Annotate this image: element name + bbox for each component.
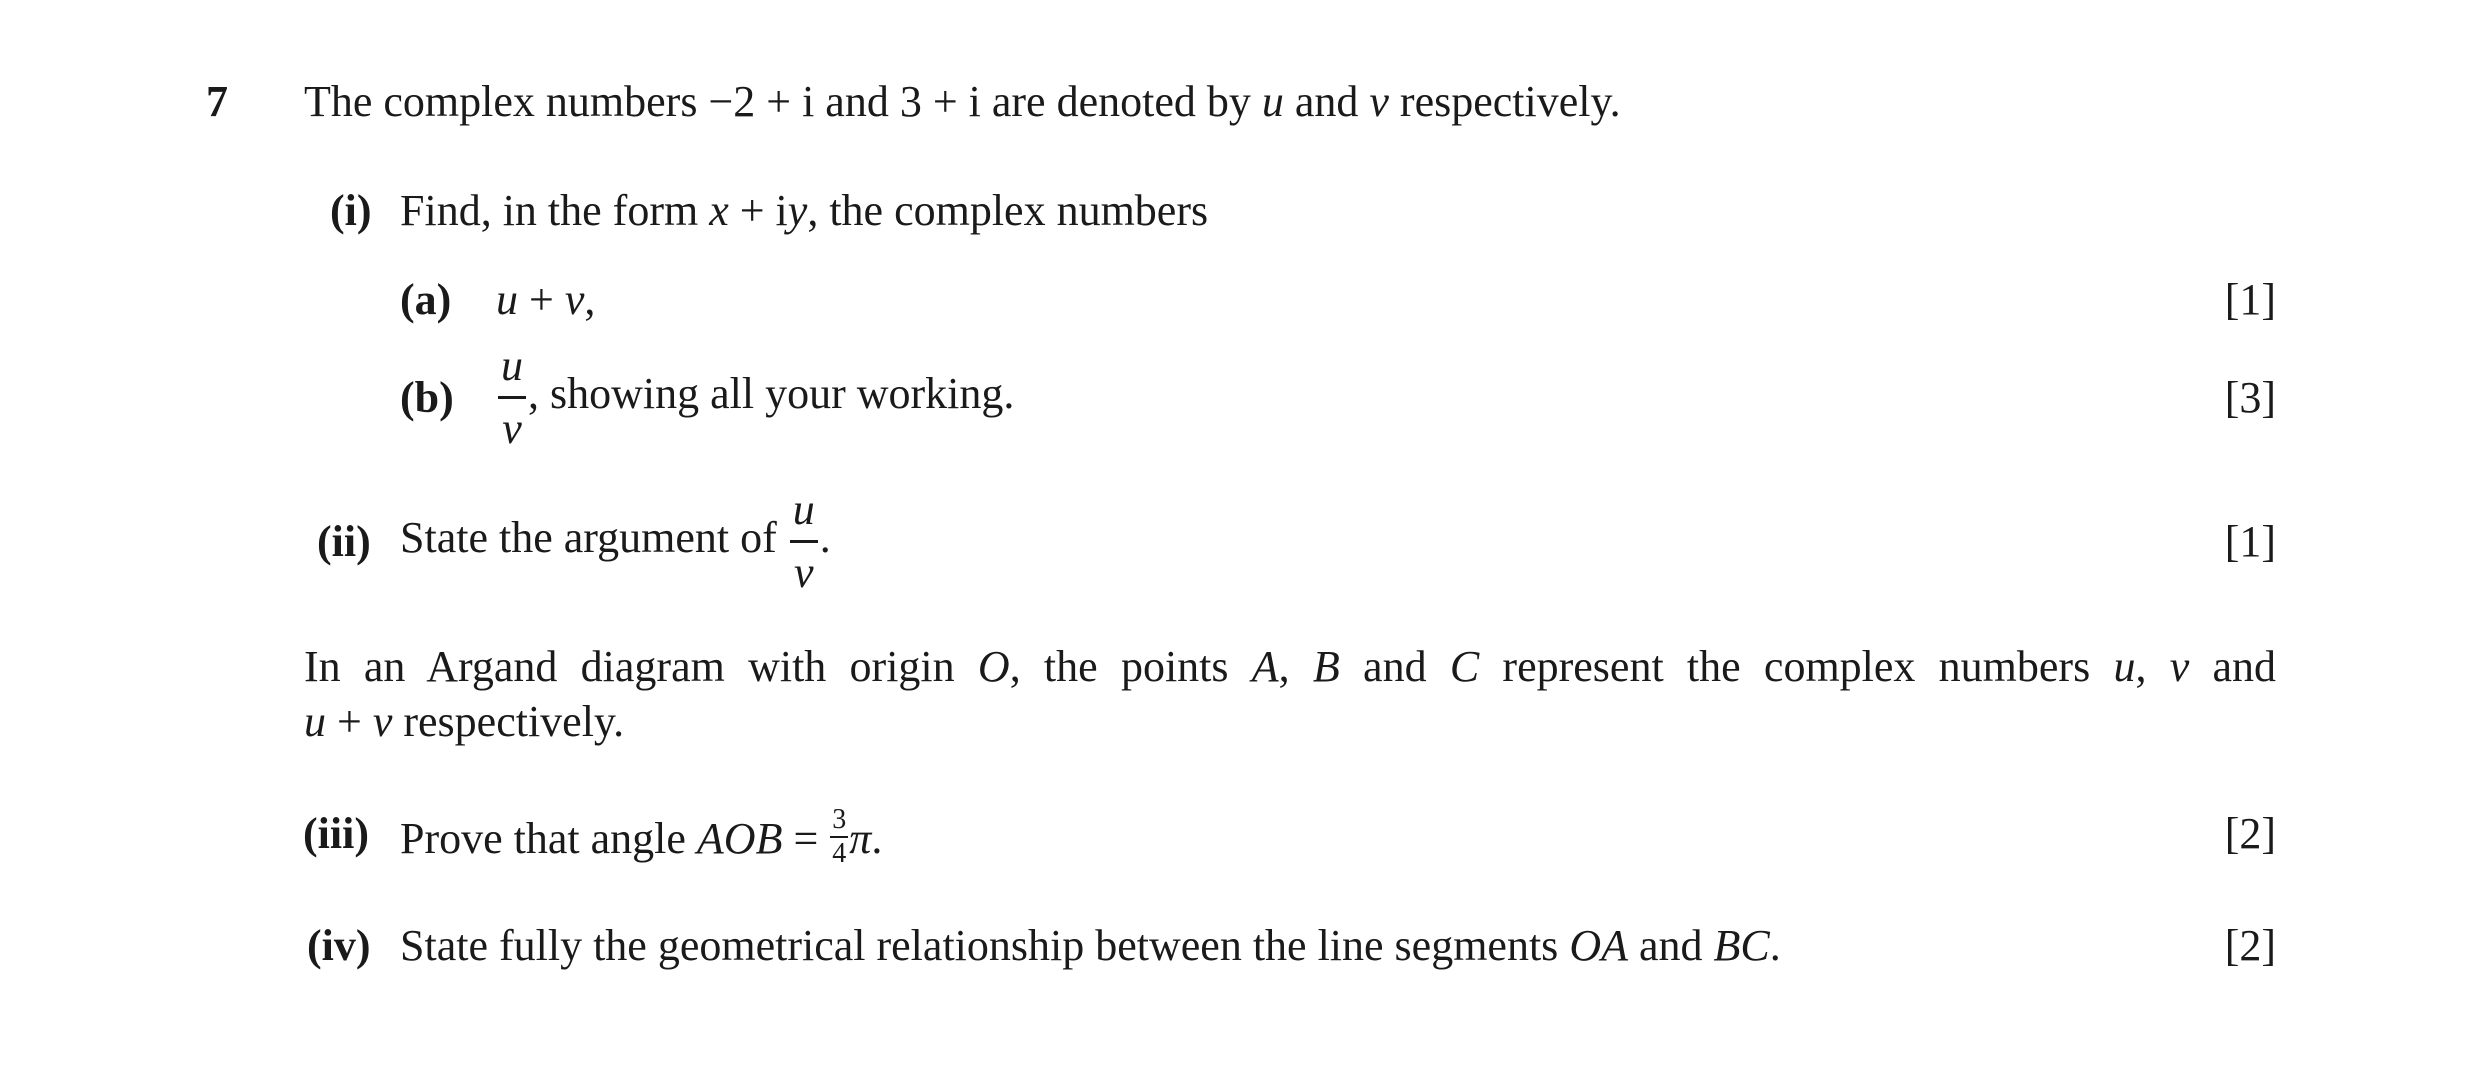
part-ii-text xyxy=(400,485,831,599)
part-iii-denominator: 4 xyxy=(832,838,847,869)
part-iv-label: (iv) xyxy=(307,921,371,970)
part-ib-numerator: u xyxy=(498,344,526,399)
argand-line2-var-u: u xyxy=(304,697,326,746)
part-i-text-3: , the complex numbers xyxy=(807,186,1209,235)
part-iii-var-AOB: AOB xyxy=(696,814,783,864)
stem-text-2: and xyxy=(1283,77,1370,126)
part-iii-text xyxy=(400,804,883,874)
argand-var-C: C xyxy=(1449,642,1480,691)
part-i-text xyxy=(400,186,1209,235)
argand-var-A: A xyxy=(1251,642,1279,691)
part-ib-expression xyxy=(496,341,1015,455)
question-stem xyxy=(304,77,1621,126)
part-ia-marks: [1] xyxy=(2224,275,2276,324)
part-iv-text-1: State fully the geometrical relationship between the line segments xyxy=(400,921,1570,970)
part-ib-fraction xyxy=(498,341,526,453)
argand-var-B: B xyxy=(1312,642,1340,691)
stem-text-1: The complex numbers −2 + i and 3 + i are denoted by xyxy=(304,77,1262,126)
part-ia-comma: , xyxy=(584,275,596,324)
part-ia-expression xyxy=(496,275,596,324)
part-iii-label: (iii) xyxy=(303,809,369,858)
part-i-var-y: y xyxy=(787,186,808,235)
part-iii-pi: π xyxy=(849,814,872,864)
part-ia-var-v: v xyxy=(564,275,585,324)
argand-line-1 xyxy=(304,642,2277,691)
part-ia-var-u: u xyxy=(496,275,518,324)
part-ii-text-1: State the argument of xyxy=(400,512,788,562)
part-ii-denominator: v xyxy=(793,548,814,597)
part-i-text-2: + i xyxy=(728,186,788,235)
argand-text-3: , xyxy=(1278,642,1313,691)
part-ib-marks: [3] xyxy=(2224,373,2276,422)
part-iii-eq: = xyxy=(782,814,830,864)
part-ia-plus: + xyxy=(518,275,565,324)
part-iv-text-2: and xyxy=(1627,921,1714,970)
part-ii-text-2: . xyxy=(819,512,831,562)
part-ia-label: (a) xyxy=(400,275,452,324)
part-ib-label: (b) xyxy=(400,373,454,422)
part-i-text-1: Find, in the form xyxy=(400,186,710,235)
part-ib-denominator: v xyxy=(502,404,522,453)
argand-text-1: In an Argand diagram with origin xyxy=(304,642,978,691)
part-ii-fraction xyxy=(790,485,818,597)
stem-var-v: v xyxy=(1369,77,1389,126)
part-ii-numerator: u xyxy=(790,488,818,543)
part-iv-text-3: . xyxy=(1769,921,1781,970)
argand-line2-var-v: v xyxy=(372,697,393,746)
part-iii-numerator: 3 xyxy=(830,806,848,838)
argand-var-O: O xyxy=(977,642,1010,691)
argand-text-5: represent the complex numbers xyxy=(1479,642,2114,691)
question-number: 7 xyxy=(206,77,228,126)
stem-var-u: u xyxy=(1261,77,1284,126)
part-iii-text-2: . xyxy=(871,814,883,864)
part-iii-text-1: Prove that angle xyxy=(400,814,697,864)
part-i-label: (i) xyxy=(330,186,372,235)
argand-text-4: and xyxy=(1339,642,1450,691)
argand-line2-text: respectively. xyxy=(392,697,625,746)
argand-var-u: u xyxy=(2113,642,2136,691)
part-iii-fraction xyxy=(830,806,848,868)
part-ib-text: , showing all your working. xyxy=(528,368,1015,418)
argand-line2-plus: + xyxy=(326,697,373,746)
argand-text-2: , the points xyxy=(1009,642,1252,691)
part-iv-text xyxy=(400,921,1781,970)
part-ii-marks: [1] xyxy=(2224,517,2276,566)
part-iv-var-BC: BC xyxy=(1713,921,1770,970)
part-iv-marks: [2] xyxy=(2224,921,2276,970)
argand-var-v: v xyxy=(2169,642,2190,691)
stem-text-3: respectively. xyxy=(1388,77,1621,126)
argand-text-7: and xyxy=(2189,642,2277,691)
part-iv-var-OA: OA xyxy=(1569,921,1628,970)
argand-line-2 xyxy=(304,697,625,746)
part-iii-marks: [2] xyxy=(2224,809,2276,858)
part-ii-label: (ii) xyxy=(317,517,371,566)
argand-text-6: , xyxy=(2135,642,2170,691)
part-i-var-x: x xyxy=(709,186,729,235)
